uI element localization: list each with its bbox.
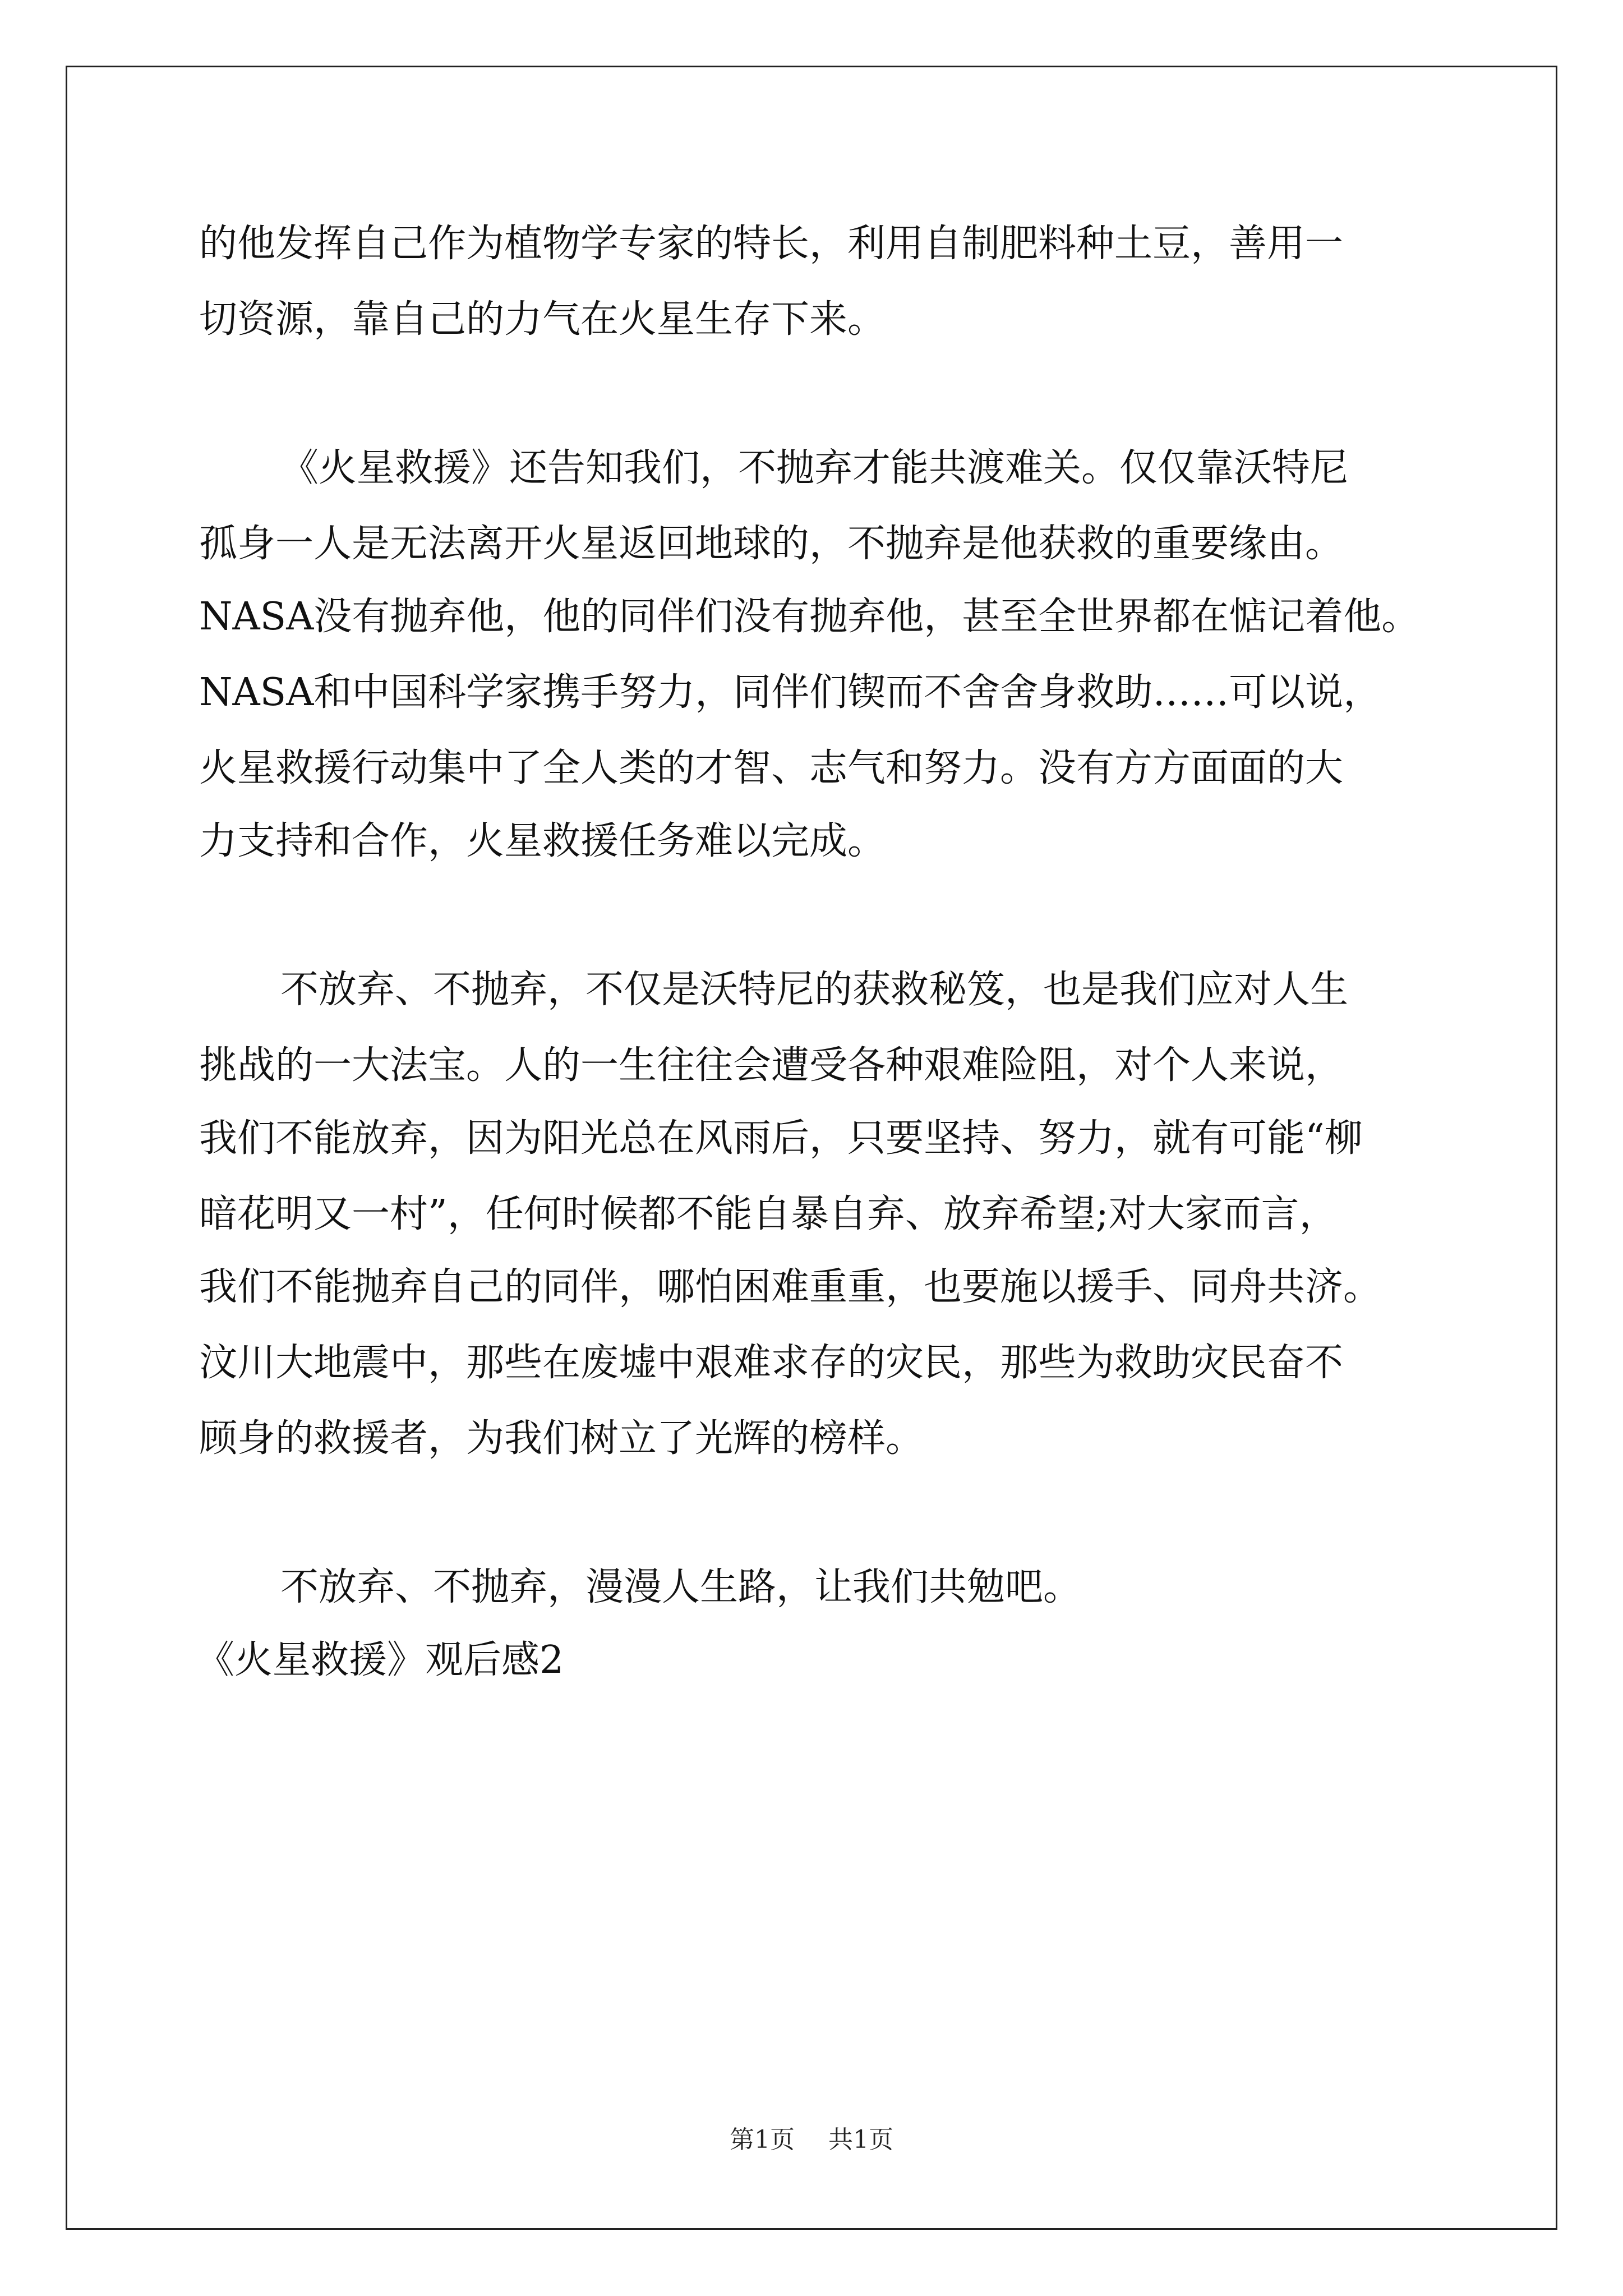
text-line-4: 孤身一人是无法离开火星返回地球的，不抛弃是他获救的重要缘由。 bbox=[199, 522, 1344, 566]
text-line-7: 火星救援行动集中了全人类的才智、志气和努力。没有方方面面的大 bbox=[199, 746, 1344, 790]
text-line-8: 力支持和合作，火星救援任务难以完成。 bbox=[199, 819, 886, 863]
page-number-total: 共1页 bbox=[828, 2125, 893, 2154]
text-line-15: 顾身的救援者，为我们树立了光辉的榜样。 bbox=[199, 1416, 924, 1461]
text-line-6: NASA和中国科学家携手努力，同伴们锲而不舍舍身救助……可以说， bbox=[199, 670, 1382, 715]
text-line-5: NASA没有抛弃他，他的同伴们没有抛弃他，甚至全世界都在惦记着他。 bbox=[199, 595, 1420, 639]
text-line-12: 暗花明又一村”，任何时候都不能自暴自弃、放弃希望;对大家而言， bbox=[199, 1192, 1338, 1236]
text-line-14: 汶川大地震中，那些在废墟中艰难求存的灾民，那些为救助灾民奋不 bbox=[199, 1341, 1344, 1385]
text-line-2: 切资源，靠自己的力气在火星生存下来。 bbox=[199, 297, 886, 342]
page-number-current: 第1页 bbox=[730, 2125, 795, 2154]
text-line-10: 挑战的一大法宝。人的一生往往会遭受各种艰难险阻，对个人来说， bbox=[199, 1043, 1344, 1088]
text-line-9: 不放弃、不抛弃，不仅是沃特尼的获救秘笈，也是我们应对人生 bbox=[280, 968, 1349, 1012]
text-line-13: 我们不能抛弃自己的同伴，哪怕困难重重，也要施以援手、同舟共济。 bbox=[199, 1265, 1382, 1309]
text-line-16: 不放弃、不抛弃，漫漫人生路，让我们共勉吧。 bbox=[280, 1565, 1082, 1609]
text-line-3: 《火星救援》还告知我们，不抛弃才能共渡难关。仅仅靠沃特尼 bbox=[280, 446, 1349, 490]
page-footer bbox=[0, 2126, 1623, 2154]
text-line-11: 我们不能放弃，因为阳光总在风雨后，只要坚持、努力，就有可能“柳 bbox=[199, 1116, 1363, 1161]
section-heading: 《火星救援》观后感2 bbox=[196, 1638, 564, 1682]
text-line-1: 的他发挥自己作为植物学专家的特长，利用自制肥料种土豆，善用一 bbox=[199, 222, 1344, 266]
